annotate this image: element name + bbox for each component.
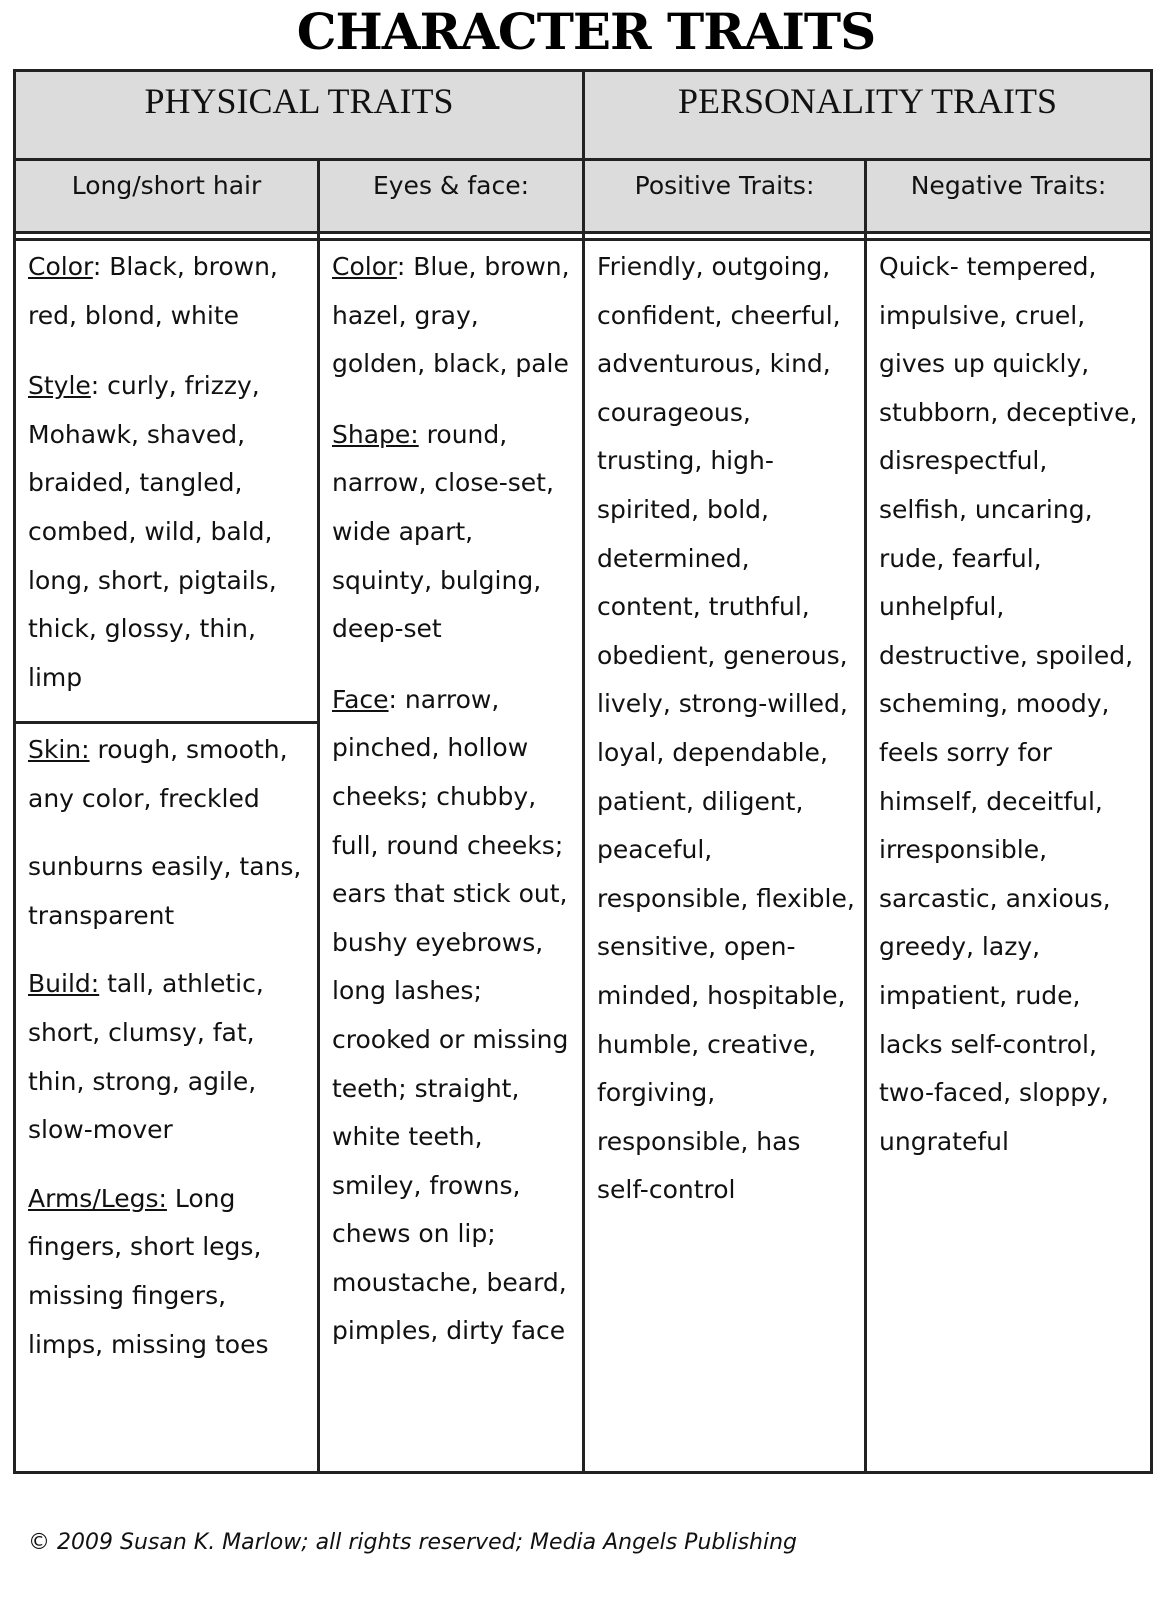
limbs-text: Long fingers, short legs, missing fingers, limps, missing toes <box>28 1183 269 1359</box>
face-label: Face <box>332 684 389 714</box>
positive-traits-header: Positive Traits: <box>584 160 866 233</box>
body-cell <box>15 723 319 1473</box>
personality-traits-header: PERSONALITY TRAITS <box>584 71 1152 160</box>
build-entry <box>28 960 309 1154</box>
hair-cell <box>15 240 319 723</box>
face-entry <box>332 676 574 1356</box>
eye-color-label: Color <box>332 252 397 281</box>
copyright-notice: © 2009 Susan K. Marlow; all rights reserved; Media Angels Publishing <box>28 1530 798 1555</box>
hair-color-label: Color <box>28 252 93 281</box>
positive-traits-text: Friendly, outgoing, confident, cheerful, adventurous, kind, courageous, trusting, high-spirited, bold, determined, content, truthful, obedient, generous, lively, strong-willed, loyal, dependable, patient, diligent, peaceful, responsible, flexible, sensitive, open-minded, hospitable, humble, creative, forgiving, responsible, has self-control <box>597 252 855 1205</box>
hair-style-label: Style <box>28 371 91 401</box>
eyes-face-header: Eyes & face: <box>319 160 584 233</box>
hair-style-entry <box>28 362 309 702</box>
negative-traits-header: Negative Traits: <box>866 160 1152 233</box>
eye-color-text: : Blue, brown, hazel, gray, golden, black, pale <box>332 252 570 379</box>
face-text: : narrow, pinched, hollow cheeks; chubby, full, round cheeks; ears that stick out, bushy eyebrows, long lashes; crooked or missing teeth; straight, white teeth, smiley, frowns, chews on lip; moustache, beard, pimples, dirty face <box>332 684 569 1346</box>
eyes-face-cell <box>319 240 584 1473</box>
hair-color-text: : Black, brown, red, blond, white <box>28 252 278 330</box>
limbs-label: Arms/Legs: <box>28 1183 167 1213</box>
eye-shape-entry <box>332 411 574 654</box>
skin-entry-2: sunburns easily, tans, transparent <box>28 852 302 930</box>
build-text: tall, athletic, short, clumsy, fat, thin, strong, agile, slow-mover <box>28 969 264 1145</box>
hair-style-text: : curly, frizzy, Mohawk, shaved, braided, tangled, combed, wild, bald, long, short, pigtails, thick, glossy, thin, limp <box>28 371 277 692</box>
negative-traits-cell <box>866 240 1152 1473</box>
hair-header: Long/short hair <box>15 160 319 233</box>
skin-entry <box>28 726 309 823</box>
negative-traits-text: Quick- tempered, impulsive, cruel, gives up quickly, stubborn, deceptive, disrespectful, selfish, uncaring, rude, fearful, unhelpful, destructive, spoiled, scheming, moody, feels sorry for himself, deceitful, irresponsible, sarcastic, anxious, greedy, lazy, impatient, rude, lacks self-control, two-faced, sloppy, ungrateful <box>879 252 1138 1156</box>
positive-traits-cell <box>584 240 866 1473</box>
skin-label: Skin: <box>28 735 90 764</box>
page-title: CHARACTER TRAITS <box>296 2 876 61</box>
hair-color-entry <box>28 243 309 340</box>
build-label: Build: <box>28 969 100 999</box>
limbs-entry <box>28 1175 309 1369</box>
eye-color-entry <box>332 243 574 389</box>
skin-text: rough, smooth, any color, freckled <box>28 735 288 813</box>
eye-shape-label: Shape: <box>332 419 419 449</box>
physical-traits-header: PHYSICAL TRAITS <box>15 71 584 160</box>
eye-shape-text: round, narrow, close-set, wide apart, squinty, bulging, deep-set <box>332 419 554 644</box>
traits-table <box>13 69 1153 1474</box>
